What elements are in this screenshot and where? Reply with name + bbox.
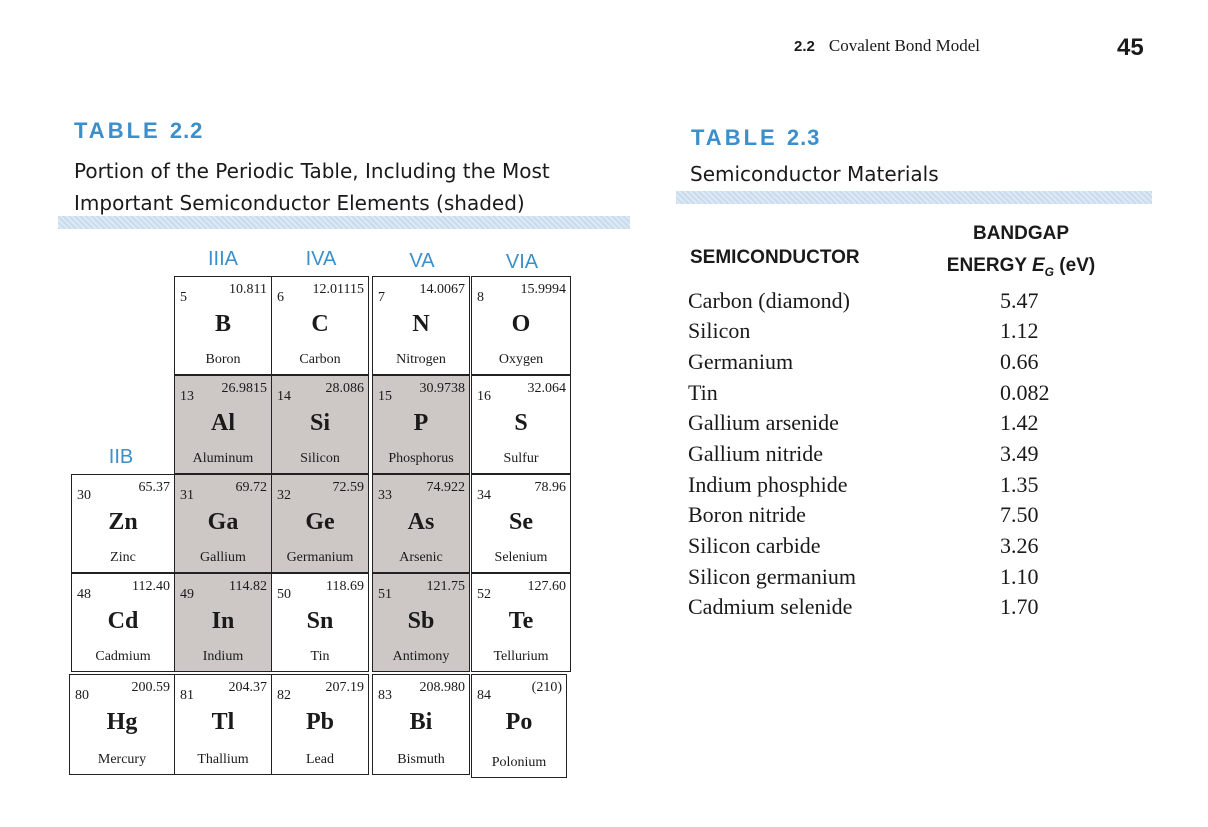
element-name: Silicon	[300, 451, 340, 466]
semiconductor-name: Cadmium selenide	[688, 594, 853, 619]
element-cell-ge	[271, 474, 369, 573]
element-symbol: Al	[211, 410, 235, 436]
title-line-1: Portion of the Periodic Table, Including the Most	[74, 159, 550, 183]
element-name: Phosphorus	[388, 451, 454, 466]
element-symbol: Ga	[207, 509, 239, 535]
atomic-mass: 26.9815	[221, 381, 267, 396]
element-cell-s	[471, 375, 571, 474]
table-2-3-title: Semiconductor Materials	[690, 162, 939, 186]
atomic-mass: 74.922	[426, 480, 465, 495]
element-name: Oxygen	[498, 352, 544, 367]
atomic-mass: 204.37	[228, 680, 267, 695]
element-symbol: Sn	[306, 608, 334, 634]
table-row	[688, 288, 1088, 319]
atomic-number: 15	[378, 389, 392, 404]
semiconductor-name: Gallium arsenide	[688, 410, 839, 435]
atomic-number: 82	[277, 688, 291, 703]
group-label-iib: IIB	[108, 446, 134, 468]
element-cell-n	[372, 276, 470, 375]
table-label-number: 2.3	[786, 125, 821, 150]
atomic-number: 49	[180, 587, 194, 602]
atomic-mass: 118.69	[326, 579, 364, 594]
atomic-number: 7	[378, 290, 385, 305]
table-row	[688, 533, 1088, 564]
bandgap-header-prefix: ENERGY	[946, 255, 1032, 276]
bandgap-header-line-1: BANDGAP	[972, 223, 1070, 244]
table-label-word: TABLE	[691, 125, 778, 150]
element-symbol: Se	[509, 509, 533, 535]
element-symbol: P	[413, 410, 429, 436]
element-name: Carbon	[299, 352, 341, 367]
element-cell-sn	[271, 573, 369, 672]
element-name: Polonium	[491, 755, 547, 770]
element-name: Selenium	[494, 550, 548, 565]
table-label-word: TABLE	[74, 118, 161, 143]
element-name: Gallium	[200, 550, 246, 565]
bandgap-value: 7.50	[1000, 502, 1039, 527]
element-name: Mercury	[97, 752, 147, 767]
element-symbol: Bi	[409, 709, 433, 735]
group-label-iiia: IIIA	[207, 248, 238, 270]
atomic-mass: 69.72	[235, 480, 267, 495]
group-label-iva: IVA	[305, 248, 337, 270]
title-line-2: Important Semiconductor Elements (shaded)	[74, 191, 525, 215]
element-symbol: Zn	[108, 509, 138, 535]
element-name: Tin	[310, 649, 330, 664]
element-cell-b	[174, 276, 272, 375]
table-row	[688, 594, 1088, 625]
atomic-number: 13	[180, 389, 194, 404]
chapter-title: Covalent Bond Model	[828, 36, 980, 55]
atomic-mass: 127.60	[527, 579, 566, 594]
element-symbol: S	[514, 410, 528, 436]
element-cell-bi	[372, 674, 470, 775]
element-name: Cadmium	[95, 649, 151, 664]
element-symbol: As	[407, 509, 435, 535]
element-symbol: Po	[505, 709, 533, 735]
element-symbol: Pb	[305, 709, 334, 735]
element-cell-tl	[174, 674, 272, 775]
element-name: Lead	[306, 752, 334, 767]
atomic-mass: (210)	[531, 680, 562, 695]
atomic-mass: 112.40	[132, 579, 170, 594]
atomic-number: 83	[378, 688, 392, 703]
element-cell-se	[471, 474, 571, 573]
element-symbol: N	[412, 311, 430, 337]
atomic-mass: 114.82	[229, 579, 267, 594]
element-cell-pb	[271, 674, 369, 775]
group-label-via: VIA	[505, 251, 539, 273]
bandgap-value: 3.49	[1000, 441, 1039, 466]
bandgap-value: 1.12	[1000, 318, 1039, 343]
element-cell-ga	[174, 474, 272, 573]
semiconductor-name: Silicon germanium	[688, 564, 857, 589]
element-cell-cd	[71, 573, 175, 672]
element-cell-as	[372, 474, 470, 573]
bandgap-value: 1.10	[1000, 564, 1039, 589]
atomic-mass: 78.96	[534, 480, 566, 495]
atomic-mass: 65.37	[138, 480, 170, 495]
atomic-mass: 200.59	[131, 680, 170, 695]
element-name: Tellurium	[493, 649, 549, 664]
element-symbol: Si	[309, 410, 330, 436]
semiconductor-name: Indium phosphide	[688, 472, 848, 497]
element-cell-hg	[69, 674, 175, 775]
element-symbol: Cd	[107, 608, 139, 634]
element-cell-al	[174, 375, 272, 474]
table-row	[688, 472, 1088, 503]
table-row	[688, 318, 1088, 349]
atomic-number: 48	[77, 587, 91, 602]
atomic-number: 50	[277, 587, 291, 602]
atomic-mass: 10.811	[229, 282, 267, 297]
element-name: Antimony	[392, 649, 450, 664]
bandgap-symbol: E	[1031, 255, 1045, 276]
semiconductor-name: Boron nitride	[688, 502, 806, 527]
table-2-3-label	[691, 125, 820, 151]
atomic-number: 80	[75, 688, 89, 703]
bandgap-value: 3.26	[1000, 533, 1039, 558]
element-name: Bismuth	[397, 752, 445, 767]
element-name: Indium	[202, 649, 244, 664]
atomic-mass: 12.01115	[312, 282, 364, 297]
atomic-mass: 30.9738	[419, 381, 465, 396]
element-cell-zn	[71, 474, 175, 573]
page-number: 45	[1117, 34, 1144, 61]
section-number: 2.2	[794, 38, 815, 55]
table-row	[688, 441, 1088, 472]
bandgap-value: 1.70	[1000, 594, 1039, 619]
element-cell-po	[471, 674, 567, 778]
atomic-mass: 207.19	[325, 680, 364, 695]
semiconductor-name: Gallium nitride	[688, 441, 824, 466]
semiconductor-name: Germanium	[688, 349, 794, 374]
atomic-number: 33	[378, 488, 392, 503]
bandgap-subscript: G	[1044, 264, 1055, 279]
semiconductor-name: Silicon	[688, 318, 751, 343]
element-name: Aluminum	[192, 451, 254, 466]
table-2-2-label	[74, 118, 203, 144]
element-name: Nitrogen	[396, 352, 446, 367]
element-name: Zinc	[110, 550, 136, 565]
element-cell-o	[471, 276, 571, 375]
table-label-number: 2.2	[169, 118, 204, 143]
column-header-semiconductor: SEMICONDUCTOR	[690, 247, 860, 268]
semiconductor-name: Silicon carbide	[688, 533, 821, 558]
atomic-number: 31	[180, 488, 194, 503]
element-cell-sb	[372, 573, 470, 672]
element-cell-in	[174, 573, 272, 672]
semiconductor-name: Tin	[688, 380, 718, 405]
element-symbol: O	[511, 311, 531, 337]
table-row	[688, 502, 1088, 533]
column-header-bandgap	[940, 218, 1102, 288]
bandgap-value: 0.66	[1000, 349, 1039, 374]
atomic-number: 30	[77, 488, 91, 503]
atomic-number: 81	[180, 688, 194, 703]
element-name: Arsenic	[399, 550, 443, 565]
element-symbol: Ge	[305, 509, 335, 535]
element-symbol: C	[311, 311, 329, 337]
atomic-mass: 72.59	[332, 480, 364, 495]
bandgap-value: 0.082	[1000, 380, 1050, 405]
atomic-number: 14	[277, 389, 291, 404]
element-cell-c	[271, 276, 369, 375]
atomic-number: 8	[477, 290, 484, 305]
running-head	[794, 36, 980, 56]
atomic-mass: 121.75	[426, 579, 465, 594]
element-symbol: In	[211, 608, 235, 634]
element-name: Thallium	[197, 752, 249, 767]
table-2-2-rule	[58, 216, 630, 229]
atomic-number: 6	[277, 290, 284, 305]
element-cell-p	[372, 375, 470, 474]
table-row	[688, 380, 1088, 411]
semiconductor-name: Carbon (diamond)	[688, 288, 850, 313]
atomic-number: 52	[477, 587, 491, 602]
atomic-mass: 32.064	[527, 381, 566, 396]
bandgap-value: 5.47	[1000, 288, 1039, 313]
element-symbol: B	[214, 311, 231, 337]
table-row	[688, 349, 1088, 380]
atomic-number: 5	[180, 290, 187, 305]
element-symbol: Te	[508, 608, 534, 634]
atomic-mass: 28.086	[325, 381, 364, 396]
bandgap-header-line-2	[940, 250, 1102, 288]
group-label-va: VA	[409, 250, 435, 272]
table-row	[688, 564, 1088, 595]
element-symbol: Tl	[211, 709, 235, 735]
bandgap-value: 1.42	[1000, 410, 1039, 435]
atomic-mass: 208.980	[419, 680, 465, 695]
table-2-3-rule	[676, 191, 1152, 204]
table-row	[688, 410, 1088, 441]
atomic-number: 51	[378, 587, 392, 602]
bandgap-unit: (eV)	[1054, 255, 1096, 276]
atomic-mass: 14.0067	[419, 282, 465, 297]
bandgap-value: 1.35	[1000, 472, 1039, 497]
element-name: Boron	[205, 352, 241, 367]
atomic-mass: 15.9994	[520, 282, 566, 297]
element-name: Sulfur	[503, 451, 539, 466]
element-symbol: Hg	[106, 709, 138, 735]
atomic-number: 16	[477, 389, 491, 404]
element-symbol: Sb	[407, 608, 435, 634]
atomic-number: 84	[477, 688, 491, 703]
element-cell-si	[271, 375, 369, 474]
element-cell-te	[471, 573, 571, 672]
atomic-number: 34	[477, 488, 491, 503]
element-name: Germanium	[286, 550, 354, 565]
atomic-number: 32	[277, 488, 291, 503]
table-2-2-title	[74, 155, 550, 219]
